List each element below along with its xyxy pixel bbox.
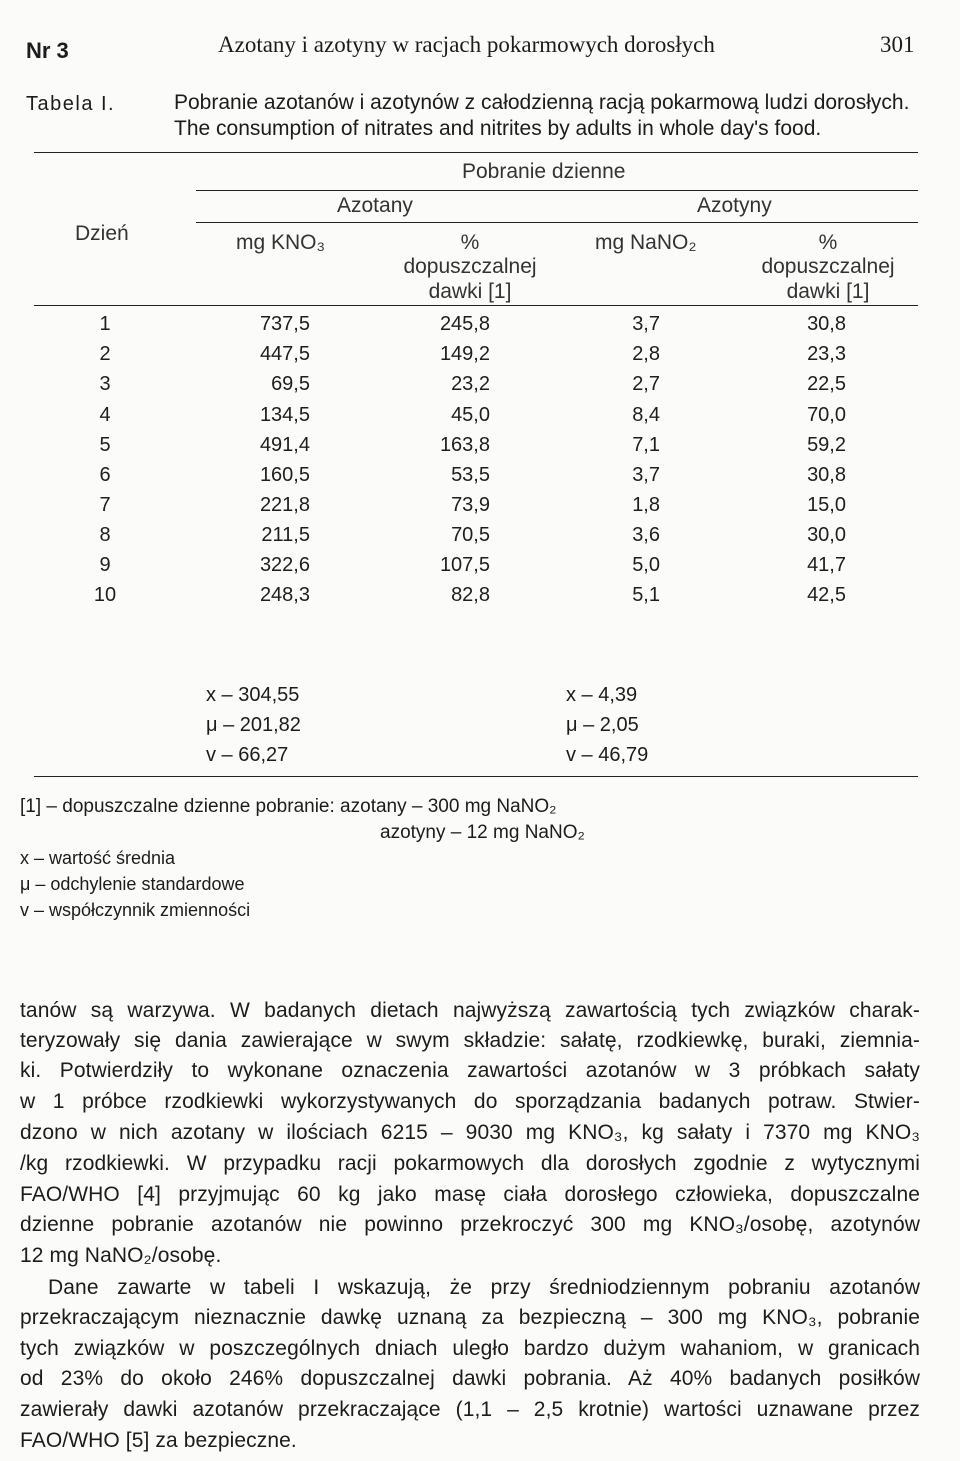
cell-kno3: 491,4 <box>259 434 310 456</box>
cell-day: 10 <box>93 584 117 606</box>
cell-kno3: 221,8 <box>259 494 310 516</box>
cell-kno3: 322,6 <box>259 554 310 576</box>
note-reference: [1] – dopuszczalne dzienne pobranie: azotany – 300 mg NaNO₂ <box>20 796 557 817</box>
cell-nano2: 7,1 <box>632 434 660 456</box>
cell-kno3: 69,5 <box>271 373 310 395</box>
note-sd: μ – odchylenie standardowe <box>20 874 245 894</box>
cell-day: 4 <box>99 404 111 426</box>
cell-nano2: 3,6 <box>632 524 660 546</box>
stat-nitrites-sd: μ – 2,05 <box>566 714 639 736</box>
body-line: tanów są warzywa. W badanych dietach najwyższą zawartością tych związków charak- <box>20 999 920 1022</box>
cell-pct1: 73,9 <box>451 494 490 516</box>
body-line: teryzowały się dania zawierające w swym składzie: sałatę, rzodkiewkę, buraki, ziemnia- <box>20 1029 920 1052</box>
note-mean: x – wartość średnia <box>20 848 176 868</box>
cell-day: 5 <box>99 434 111 456</box>
table-title-pl: Pobranie azotanów i azotynów z całodzienną racją pokarmową ludzi dorosłych. <box>174 91 910 114</box>
cell-pct1: 82,8 <box>451 584 490 606</box>
running-title: Azotany i azotyny w racjach pokarmowych dorosłych <box>218 32 715 57</box>
stat-nitrites-mean: x – 4,39 <box>566 684 638 706</box>
subgroup-rule <box>196 222 918 223</box>
body-line: przekraczającym nieznacznie dawkę uznaną za bezpieczną – 300 mg KNO₃, pobranie <box>20 1306 920 1329</box>
issue-number: Nr 3 <box>26 38 69 63</box>
header-pct2-c: dawki [1] <box>786 280 870 303</box>
body-line: dzienne pobranie azotanów nie powinno przekroczyć 300 mg KNO₃/osobę, azotynów <box>20 1213 920 1236</box>
body-line: tych związków w poszczególnych dniach uległo bardzo dużym wahaniom, w granicach <box>20 1337 920 1360</box>
table-label: Tabela I. <box>26 93 116 115</box>
body-line: w 1 próbce rzodkiewki wykorzystywanych do sporządzania badanych potraw. Stwier- <box>20 1090 920 1113</box>
table-bottom-rule <box>34 776 918 777</box>
cell-pct1: 245,8 <box>439 313 490 335</box>
body-line: dzono w nich azotany w ilościach 6215 – 9030 mg KNO₃, kg sałaty i 7370 mg KNO₃ <box>20 1121 920 1144</box>
cell-day: 6 <box>99 464 111 486</box>
cell-pct2: 22,5 <box>807 373 846 395</box>
cell-pct2: 41,7 <box>807 554 846 576</box>
header-pct2-a: % <box>818 231 838 254</box>
cell-kno3: 737,5 <box>259 313 310 335</box>
body-line: /kg rzodkiewki. W przypadku racji pokarmowych dla dorosłych zgodnie z wytycznymi <box>20 1152 920 1175</box>
cell-nano2: 5,1 <box>632 584 660 606</box>
header-pct1-c: dawki [1] <box>428 280 512 303</box>
page-number: 301 <box>880 32 915 57</box>
cell-kno3: 160,5 <box>259 464 310 486</box>
body-line: ki. Potwierdziły to wykonane oznaczenia zawartości azotanów w 3 próbkach sałaty <box>20 1059 920 1082</box>
stat-nitrates-sd: μ – 201,82 <box>206 714 301 736</box>
body-line: 12 mg NaNO₂/osobę. <box>20 1244 222 1267</box>
cell-kno3: 447,5 <box>259 343 310 365</box>
cell-pct1: 70,5 <box>451 524 490 546</box>
header-pct1-b: dopuszczalnej <box>403 255 537 278</box>
group-rule <box>196 190 918 191</box>
cell-pct2: 30,0 <box>807 524 846 546</box>
stat-nitrates-mean: x – 304,55 <box>206 684 300 706</box>
cell-pct1: 23,2 <box>451 373 490 395</box>
table-title-en: The consumption of nitrates and nitrites by adults in whole day's food. <box>174 117 822 140</box>
cell-nano2: 2,7 <box>632 373 660 395</box>
header-pct1-a: % <box>460 231 480 254</box>
cell-nano2: 3,7 <box>632 313 660 335</box>
cell-pct2: 30,8 <box>807 313 846 335</box>
stat-nitrites-cv: v – 46,79 <box>566 744 649 766</box>
header-kno3: mg KNO₃ <box>236 231 326 254</box>
cell-nano2: 8,4 <box>632 404 660 426</box>
body-line: zawierały dawki azotanów przekraczające (1,1 – 2,5 krotnie) wartości uznawane przez <box>20 1398 920 1421</box>
header-nitrates: Azotany <box>337 194 413 217</box>
header-pct2-b: dopuszczalnej <box>761 255 895 278</box>
cell-day: 9 <box>99 554 111 576</box>
cell-day: 8 <box>99 524 111 546</box>
cell-day: 3 <box>99 373 111 395</box>
cell-pct2: 59,2 <box>807 434 846 456</box>
cell-kno3: 134,5 <box>259 404 310 426</box>
body-line: Dane zawarte w tabeli I wskazują, że przy średniodziennym pobraniu azotanów <box>48 1276 920 1299</box>
cell-kno3: 248,3 <box>259 584 310 606</box>
cell-day: 7 <box>99 494 111 516</box>
cell-pct1: 53,5 <box>451 464 490 486</box>
note-nitrites-limit: azotyny – 12 mg NaNO₂ <box>380 822 585 843</box>
cell-pct1: 45,0 <box>451 404 490 426</box>
body-line: FAO/WHO [4] przyjmując 60 kg jako masę ciała dorosłego człowieka, dopuszczalne <box>20 1183 920 1206</box>
body-line: FAO/WHO [5] za bezpieczne. <box>20 1429 297 1452</box>
cell-pct2: 70,0 <box>807 404 846 426</box>
cell-nano2: 1,8 <box>632 494 660 516</box>
note-cv: v – współczynnik zmienności <box>20 900 251 920</box>
cell-nano2: 2,8 <box>632 343 660 365</box>
cell-pct2: 23,3 <box>807 343 846 365</box>
cell-nano2: 3,7 <box>632 464 660 486</box>
cell-nano2: 5,0 <box>632 554 660 576</box>
cell-pct2: 42,5 <box>807 584 846 606</box>
cell-day: 2 <box>99 343 111 365</box>
cell-kno3: 211,5 <box>261 524 310 546</box>
header-nitrites: Azotyny <box>697 194 772 217</box>
cell-pct1: 107,5 <box>439 554 490 576</box>
header-nano2: mg NaNO₂ <box>595 231 697 254</box>
table-top-rule <box>34 152 918 153</box>
header-group: Pobranie dzienne <box>462 160 626 183</box>
header-day: Dzień <box>75 222 129 245</box>
cell-pct2: 15,0 <box>807 494 846 516</box>
stat-nitrates-cv: v – 66,27 <box>206 744 289 766</box>
cell-day: 1 <box>99 313 111 335</box>
cell-pct1: 149,2 <box>439 343 490 365</box>
cell-pct1: 163,8 <box>439 434 490 456</box>
cell-pct2: 30,8 <box>807 464 846 486</box>
header-bottom-rule <box>34 305 918 306</box>
body-line: od 23% do około 246% dopuszczalnej dawki pobrania. Aż 40% badanych posiłków <box>20 1367 920 1390</box>
